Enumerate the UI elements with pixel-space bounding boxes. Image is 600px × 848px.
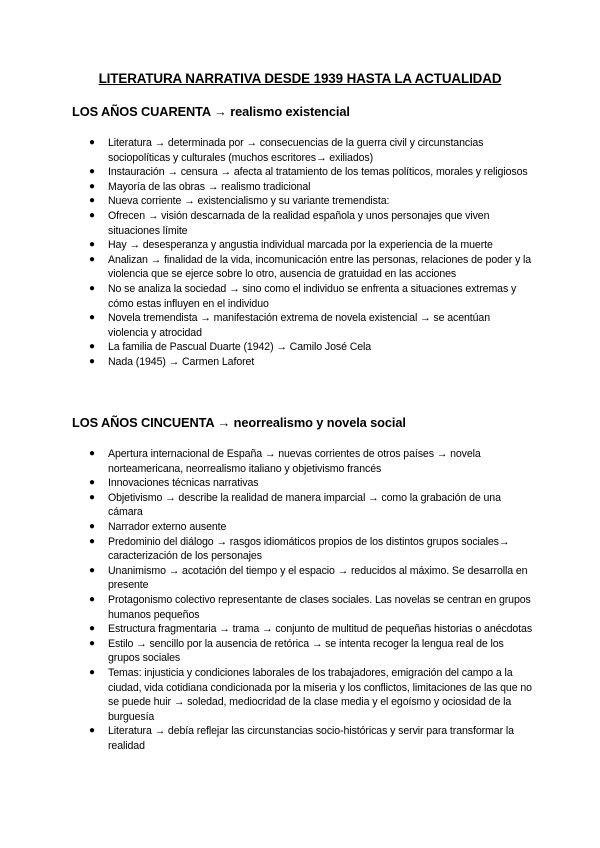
list-item — [72, 238, 532, 253]
list-item — [72, 209, 532, 238]
list-item — [72, 666, 532, 724]
bullet-icon: ● — [89, 666, 95, 678]
section-heading-cuarenta: LOS AÑOS CUARENTA → realismo existencial — [72, 104, 350, 119]
list-item-text: Ofrecen → visión descarnada de la realidad española y unos personajes que viven situaciones límite — [108, 209, 490, 237]
section-heading-cincuenta: LOS AÑOS CINCUENTA → neorrealismo y novela social — [72, 415, 406, 430]
list-item-text: Narrador externo ausente — [108, 520, 227, 533]
list-item-text: Analizan → finalidad de la vida, incomunicación entre las personas, relaciones de poder y la violencia que se ejerce sobre lo otro, ausencia de gratuidad en las acciones — [108, 253, 532, 281]
bullet-icon: ● — [89, 137, 95, 148]
list-item-text: Temas: injusticia y condiciones laborales de los trabajadores, emigración del campo a la ciudad, vida cotidiana condicionada por la miseria y los conflictos, limitaciones de las que no se puede huir → soledad, mediocridad de la clase media y el egoísmo y ociosidad de la burguesía — [108, 666, 532, 723]
list-item — [72, 340, 532, 355]
list-item — [72, 476, 532, 491]
list-item-text: Novela tremendista → manifestación extrema de novela existencial → se acentúan violencia y atrocidad — [108, 312, 491, 339]
bullet-icon: ● — [89, 535, 95, 547]
list-item-text: Nada (1945) → Carmen Laforet — [108, 355, 255, 368]
list-item — [72, 311, 532, 340]
list-item — [72, 253, 532, 282]
list-item — [72, 447, 532, 476]
list-item — [72, 180, 532, 195]
bullet-list-cuarenta — [72, 136, 532, 370]
list-item-text: La familia de Pascual Duarte (1942) → Camilo José Cela — [108, 341, 372, 354]
bullet-icon: ● — [89, 209, 95, 221]
list-item-text: Estructura fragmentaria → trama → conjunto de multitud de pequeñas historias o anécdotas — [108, 623, 533, 636]
list-item-text: Hay → desesperanza y angustia individual marcada por la experiencia de la muerte — [108, 239, 493, 252]
bullet-icon: ● — [89, 491, 95, 503]
bullet-icon: ● — [89, 637, 95, 649]
list-item — [72, 282, 532, 311]
bullet-icon: ● — [89, 166, 95, 178]
list-item-text: Innovaciones técnicas narrativas — [108, 477, 259, 490]
list-item-text: Instauración → censura → afecta al tratamiento de los temas políticos, morales y religiosos — [108, 166, 528, 179]
list-item-text: Protagonismo colectivo representante de clases sociales. Las novelas se centran en grupos humanos pequeños — [108, 593, 531, 621]
list-item — [72, 194, 532, 209]
bullet-icon: ● — [89, 725, 95, 737]
bullet-icon: ● — [89, 180, 95, 192]
bullet-icon: ● — [89, 282, 95, 294]
bullet-icon: ● — [89, 355, 95, 367]
list-item — [72, 355, 532, 370]
bullet-icon: ● — [89, 195, 95, 207]
list-item — [72, 136, 532, 165]
list-item-text: Unanimismo → acotación del tiempo y el espacio → reducidos al máximo. Se desarrolla en presente — [108, 564, 528, 592]
bullet-icon: ● — [89, 520, 95, 532]
list-item — [72, 491, 532, 520]
list-item-text: Literatura → determinada por → consecuencias de la guerra civil y circunstancias sociopolíticas y culturales (muchos escritores→ exiliados) — [108, 137, 484, 164]
list-item-text: Literatura → debía reflejar las circunstancias socio-históricas y servir para transformar la realidad — [108, 725, 514, 752]
list-item — [72, 520, 532, 535]
list-item — [72, 724, 532, 753]
bullet-icon: ● — [89, 341, 95, 353]
bullet-icon: ● — [89, 623, 95, 635]
list-item-text: Predominio del diálogo → rasgos idiomáticos propios de los distintos grupos sociales→ caracterización de los personajes — [108, 535, 510, 563]
list-item-text: Apertura internacional de España → nuevas corrientes de otros países → novela norteamericana, neorrealismo italiano y objetivismo francés — [108, 448, 481, 475]
list-item — [72, 564, 532, 593]
list-item — [72, 535, 532, 564]
list-item — [72, 637, 532, 666]
list-item-text: Objetivismo → describe la realidad de manera imparcial → como la grabación de una cámara — [108, 491, 501, 519]
list-item-text: Estilo → sencillo por la ausencia de retórica → se intenta recoger la lengua real de los grupos sociales — [108, 637, 504, 665]
list-item-text: Mayoría de las obras → realismo tradicional — [108, 180, 311, 193]
bullet-icon: ● — [89, 477, 95, 489]
list-item — [72, 165, 532, 180]
bullet-icon: ● — [89, 239, 95, 251]
bullet-icon: ● — [89, 593, 95, 605]
list-item-text: No se analiza la sociedad → sino como el individuo se enfrenta a situaciones extremas y cómo estas influyen en el individuo — [108, 282, 517, 310]
bullet-list-cincuenta — [72, 447, 532, 753]
list-item — [72, 593, 532, 622]
list-item-text: Nueva corriente → existencialismo y su variante tremendista: — [108, 195, 390, 208]
bullet-icon: ● — [89, 448, 95, 459]
list-item — [72, 622, 532, 637]
bullet-icon: ● — [89, 564, 95, 576]
bullet-icon: ● — [89, 312, 95, 324]
document-title: LITERATURA NARRATIVA DESDE 1939 HASTA LA ACTUALIDAD — [98, 71, 502, 86]
bullet-icon: ● — [89, 253, 95, 265]
